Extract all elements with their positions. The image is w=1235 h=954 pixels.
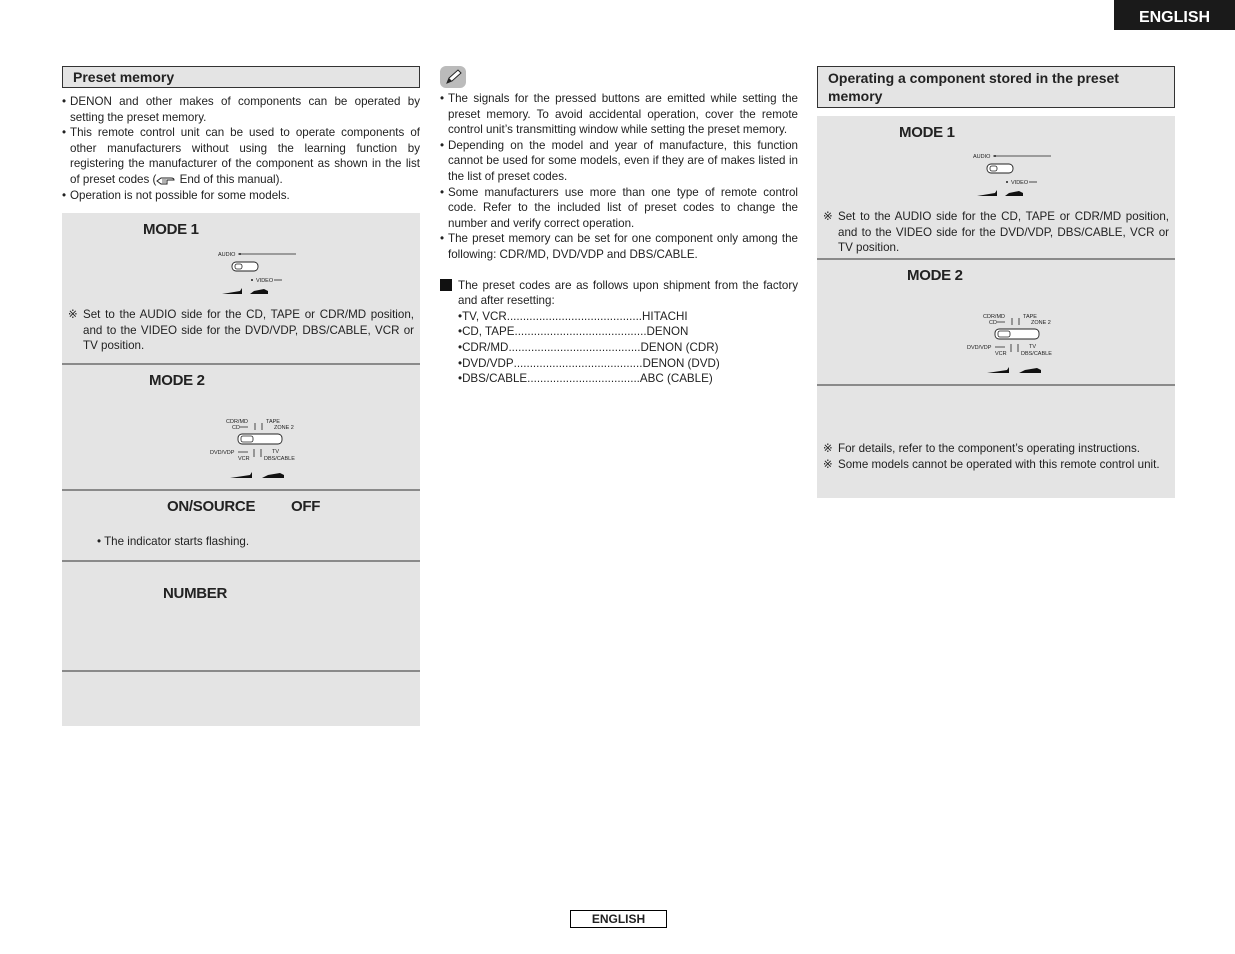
- op-mode2-switch-icon: [965, 312, 1075, 378]
- op-step-mode2-box: [817, 258, 1175, 384]
- preset-intro-text: The preset codes are as follows upon shipment from the factory and after resetting:: [458, 278, 798, 308]
- switch-label-video: VIDEO: [256, 278, 274, 285]
- op-mode2-label: MODE 2: [907, 267, 963, 284]
- op-audio-video-switch-icon: [971, 151, 1071, 199]
- switch-label-cd: CD: [989, 320, 997, 326]
- language-tab: ENGLISH: [1114, 0, 1235, 30]
- preset-codes-intro: [440, 278, 798, 309]
- switch-label-tv: TV: [272, 449, 280, 456]
- preset-device: CD, TAPE: [462, 325, 515, 339]
- preset-memory-bullets: [62, 94, 420, 203]
- note-mark: ※: [823, 442, 833, 455]
- preset-code: DENON (CDR): [640, 340, 719, 354]
- operating-column: [817, 66, 1175, 498]
- list-item: • Depending on the model and year of manufacture, this function cannot be used for some models, even if they are of makes listed in the list of preset codes.: [440, 138, 798, 185]
- on-source-label: ON/SOURCE: [167, 498, 256, 516]
- step-onsource-box: [62, 489, 420, 560]
- op-step-final-box: [817, 384, 1175, 498]
- switch-label-dvd-vdp: DVD/VDP: [967, 345, 992, 351]
- switch-label-audio: AUDIO: [973, 154, 991, 160]
- switch-label-tape: TAPE: [1023, 314, 1037, 320]
- note-text: Set to the AUDIO side for the CD, TAPE or CDR/MD position, and to the VIDEO side for the DVD/VDP, DBS/CABLE, VCR or TV position.: [838, 210, 1169, 255]
- switch-label-zone2: ZONE 2: [1031, 320, 1051, 326]
- list-item: • DENON and other makes of components can be operated by setting the preset memory.: [62, 94, 420, 125]
- section-title-operating: Operating a component stored in the preset memory: [817, 66, 1175, 108]
- preset-device: DVD/VDP: [462, 356, 514, 370]
- switch-label-vcr: VCR: [238, 456, 250, 463]
- leader-dots: .........................................: [514, 325, 647, 339]
- mode1-note: [68, 307, 414, 354]
- preset-code-row: • CDR/MD ......................................... DENON (CDR): [458, 340, 719, 354]
- bullet-text: This remote control unit can be used to operate components of other manufacturers without using the learning function by registering the manufacturer of the component as shown in the list of preset codes (: [70, 126, 420, 186]
- switch-label-vcr: VCR: [995, 351, 1007, 357]
- op-note-1: [823, 441, 1169, 457]
- section-title-preset-memory: Preset memory: [62, 66, 420, 88]
- preset-device: CDR/MD: [462, 340, 509, 354]
- notes-column: [440, 66, 798, 387]
- list-item: • The signals for the pressed buttons are emitted while setting the preset memory. To avoid accidental operation, cover the remote control unit’s transmitting window while setting the preset memory.: [440, 91, 798, 138]
- op-note-2: [823, 457, 1169, 473]
- switch-label-tape: TAPE: [266, 419, 280, 426]
- preset-codes-list: [440, 309, 798, 387]
- switch-label-dbs-cable: DBS/CABLE: [264, 456, 295, 463]
- notes-bullets: [440, 91, 798, 263]
- leader-dots: ...................................: [527, 372, 640, 386]
- note-mark: ※: [823, 458, 833, 471]
- step-mode1-box: [62, 213, 420, 363]
- switch-label-dvd-vdp: DVD/VDP: [210, 450, 235, 457]
- note-text: For details, refer to the component’s operating instructions.: [838, 442, 1141, 455]
- step-mode2-box: [62, 363, 420, 489]
- leader-dots: ..........................................: [506, 309, 643, 323]
- reference-hand-icon: [156, 175, 176, 185]
- switch-label-tv: TV: [1029, 344, 1037, 350]
- step-final-box: [62, 670, 420, 726]
- preset-code: DENON (DVD): [642, 356, 720, 370]
- number-label: NUMBER: [163, 585, 228, 603]
- preset-device: TV, VCR: [462, 309, 507, 323]
- list-item: • The preset memory can be set for one component only among the following: CDR/MD, DVD/VDP and DBS/CABLE.: [440, 231, 798, 262]
- preset-code-row: • DVD/VDP ........................................ DENON (DVD): [458, 356, 720, 370]
- list-item: [62, 125, 420, 187]
- bullet-text-tail: End of this manual).: [176, 172, 283, 186]
- preset-code: ABC (CABLE): [639, 372, 713, 386]
- mode2-label: MODE 2: [149, 372, 205, 390]
- list-item: • Operation is not possible for some models.: [62, 188, 420, 204]
- leader-dots: ........................................: [513, 356, 643, 370]
- audio-video-switch-icon: [216, 249, 316, 297]
- note-mark: ※: [68, 308, 78, 322]
- switch-label-cdr-md: CDR/MD: [226, 419, 248, 426]
- switch-label-cdr-md: CDR/MD: [983, 314, 1005, 320]
- note-mark: ※: [823, 210, 833, 223]
- list-item: • Some manufacturers use more than one type of remote control code. Refer to the included list of preset codes to change the number and verify correct operation.: [440, 185, 798, 232]
- switch-label-audio: AUDIO: [218, 252, 236, 259]
- step-number-box: [62, 560, 420, 670]
- footer-language-label: ENGLISH: [570, 910, 667, 928]
- preset-code: DENON: [646, 325, 689, 339]
- onsource-note-text: The indicator starts flashing.: [104, 535, 250, 549]
- preset-memory-column: [62, 66, 420, 726]
- preset-code-row: • DBS/CABLE ................................... ABC (CABLE): [458, 372, 713, 386]
- square-bullet-icon: [440, 279, 452, 291]
- note-text: Set to the AUDIO side for the CD, TAPE or CDR/MD position, and to the VIDEO side for the DVD/VDP, DBS/CABLE, VCR or TV position.: [83, 308, 414, 353]
- op-step-mode1-box: [817, 116, 1175, 258]
- op-mode1-label: MODE 1: [899, 124, 955, 141]
- preset-device: DBS/CABLE: [462, 372, 528, 386]
- off-label: OFF: [291, 498, 321, 516]
- op-mode1-note: [823, 209, 1169, 256]
- switch-label-dbs-cable: DBS/CABLE: [1021, 351, 1052, 357]
- preset-code: HITACHI: [642, 309, 688, 323]
- switch-label-zone2: ZONE 2: [274, 425, 294, 432]
- leader-dots: .........................................: [508, 340, 641, 354]
- note-text: Some models cannot be operated with this remote control unit.: [838, 458, 1160, 471]
- mode2-switch-icon: [208, 417, 318, 483]
- onsource-note: • The indicator starts flashing.: [97, 535, 250, 549]
- switch-label-video: VIDEO: [1011, 180, 1029, 186]
- switch-label-cd: CD: [232, 425, 240, 432]
- preset-code-row: • TV, VCR .......................................... HITACHI: [458, 309, 688, 323]
- preset-code-row: • CD, TAPE ......................................... DENON: [458, 325, 689, 339]
- mode1-label: MODE 1: [143, 221, 199, 239]
- note-pencil-icon: [440, 66, 466, 88]
